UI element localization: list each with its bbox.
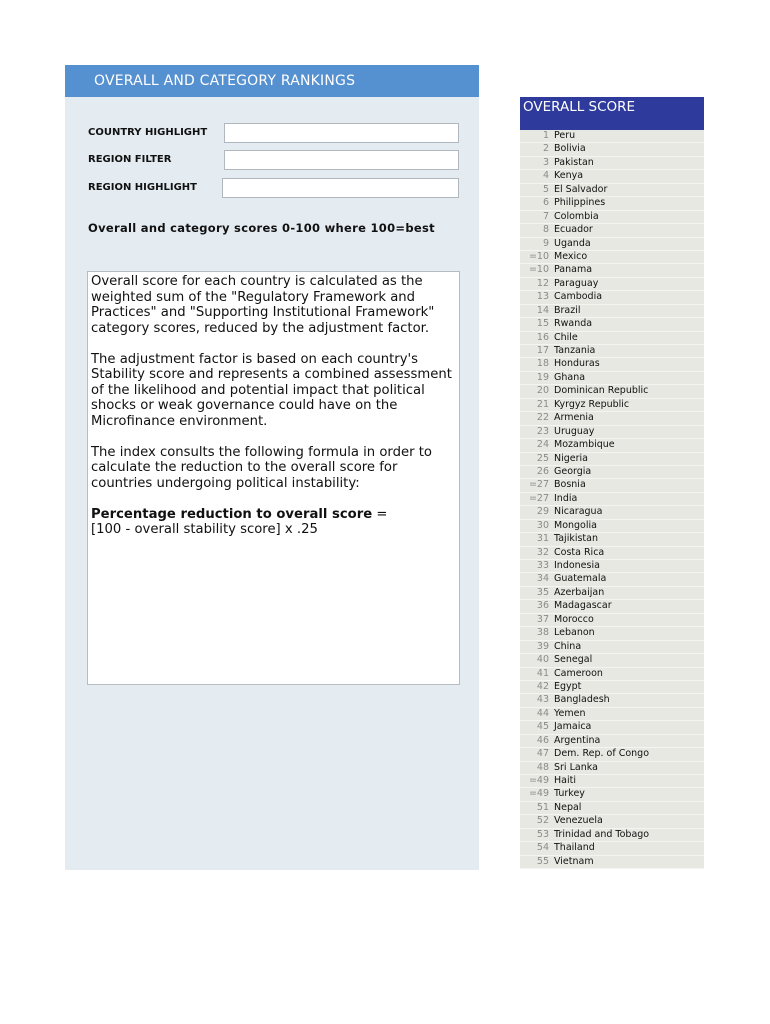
- ranking-row[interactable]: [520, 385, 704, 398]
- rank-number: 51: [536, 801, 549, 813]
- rank-number: 32: [536, 546, 549, 558]
- rank-country-name: Philippines: [554, 197, 606, 209]
- rank-number: 15: [536, 318, 549, 330]
- rank-country-name: Mongolia: [554, 519, 597, 531]
- rank-number: 34: [536, 573, 549, 585]
- ranking-row[interactable]: [520, 842, 704, 855]
- ranking-row[interactable]: [520, 238, 704, 251]
- rank-country-name: Egypt: [554, 680, 582, 692]
- rank-number: =49: [528, 788, 549, 800]
- rank-country-name: Mozambique: [554, 439, 615, 451]
- ranking-row[interactable]: [520, 762, 704, 775]
- rank-country-name: Sri Lanka: [554, 761, 598, 773]
- rank-number: 54: [536, 842, 549, 854]
- rank-country-name: Dominican Republic: [554, 385, 649, 397]
- rank-number: 31: [536, 533, 549, 545]
- ranking-row[interactable]: [520, 641, 704, 654]
- ranking-row[interactable]: [520, 533, 704, 546]
- rank-number: 4: [542, 170, 549, 182]
- ranking-row[interactable]: [520, 358, 704, 371]
- region-highlight-label: REGION HIGHLIGHT: [88, 182, 197, 193]
- ranking-row[interactable]: [520, 788, 704, 801]
- ranking-row[interactable]: [520, 506, 704, 519]
- methodology-paragraph-1: Overall score for each country is calculated as the weighted sum of the "Regulatory Framework and Practices" and "Supporting Institutional Framework" category scores, reduced by the adjustment factor.: [91, 274, 435, 336]
- rank-country-name: Pakistan: [554, 156, 594, 168]
- formula-expression: [100 - overall stability score] x .25: [91, 522, 318, 537]
- rank-number: 1: [542, 130, 549, 141]
- ranking-row[interactable]: [520, 453, 704, 466]
- ranking-row[interactable]: [520, 600, 704, 613]
- rank-number: 37: [536, 613, 549, 625]
- ranking-row[interactable]: [520, 493, 704, 506]
- rank-country-name: Azerbaijan: [554, 586, 605, 598]
- ranking-row[interactable]: [520, 708, 704, 721]
- ranking-row[interactable]: [520, 681, 704, 694]
- methodology-paragraph-2: The adjustment factor is based on each country's Stability score and represents a combined assessment of the likelihood and potential impact that political shocks or weak governance could have on the Microfinance environment.: [91, 351, 452, 429]
- ranking-row[interactable]: [520, 479, 704, 492]
- rank-number: 8: [542, 224, 549, 236]
- rank-country-name: Mexico: [554, 250, 588, 262]
- rank-number: 55: [536, 855, 549, 867]
- rank-number: 16: [536, 331, 549, 343]
- rank-number: 33: [536, 560, 549, 571]
- rank-country-name: Tajikistan: [554, 533, 598, 545]
- rank-country-name: Paraguay: [554, 277, 599, 289]
- ranking-row[interactable]: [520, 748, 704, 761]
- ranking-row[interactable]: [520, 694, 704, 707]
- region-filter-label: REGION FILTER: [88, 154, 172, 165]
- rank-country-name: Honduras: [554, 358, 600, 370]
- ranking-row[interactable]: [520, 184, 704, 197]
- rank-number: =10: [528, 250, 549, 262]
- rank-number: 9: [542, 237, 549, 249]
- rank-country-name: Nepal: [554, 801, 582, 813]
- rank-number: =27: [528, 492, 549, 504]
- ranking-row[interactable]: [520, 278, 704, 291]
- rank-number: 25: [536, 452, 549, 464]
- ranking-row[interactable]: [520, 157, 704, 170]
- rank-number: 2: [542, 143, 549, 155]
- country-highlight-input[interactable]: [224, 123, 459, 143]
- ranking-row[interactable]: [520, 668, 704, 681]
- ranking-row[interactable]: [520, 802, 704, 815]
- country-highlight-row: [88, 123, 460, 145]
- rank-country-name: Armenia: [554, 412, 594, 424]
- ranking-row[interactable]: [520, 291, 704, 304]
- rank-country-name: Kenya: [554, 170, 584, 182]
- rank-number: 5: [542, 183, 549, 195]
- ranking-row[interactable]: [520, 426, 704, 439]
- ranking-row[interactable]: [520, 130, 704, 143]
- rank-number: 52: [536, 815, 549, 827]
- rank-country-name: Venezuela: [554, 815, 603, 827]
- ranking-row[interactable]: [520, 856, 704, 869]
- panel-title: OVERALL AND CATEGORY RANKINGS: [65, 65, 479, 97]
- ranking-row[interactable]: [520, 439, 704, 452]
- formula-line: [91, 507, 457, 523]
- rank-number: 22: [536, 412, 549, 424]
- rank-country-name: Guatemala: [554, 573, 607, 585]
- rank-country-name: Brazil: [554, 304, 581, 316]
- ranking-row[interactable]: [520, 318, 704, 331]
- rank-number: 41: [536, 667, 549, 679]
- rank-country-name: El Salvador: [554, 183, 608, 195]
- ranking-row[interactable]: [520, 735, 704, 748]
- rank-country-name: Vietnam: [554, 855, 594, 867]
- ranking-row[interactable]: [520, 372, 704, 385]
- rank-number: 29: [536, 506, 549, 518]
- rank-country-name: India: [554, 492, 578, 504]
- rank-number: 46: [536, 734, 549, 746]
- ranking-row[interactable]: [520, 520, 704, 533]
- overall-score-title: OVERALL SCORE: [520, 97, 704, 130]
- rank-number: 53: [536, 828, 549, 840]
- rank-country-name: Dem. Rep. of Congo: [554, 748, 650, 760]
- rank-country-name: Nicaragua: [554, 506, 603, 518]
- ranking-row[interactable]: [520, 775, 704, 788]
- ranking-row[interactable]: [520, 587, 704, 600]
- rank-country-name: Bolivia: [554, 143, 586, 155]
- rank-country-name: Ecuador: [554, 224, 593, 236]
- rank-country-name: Uruguay: [554, 425, 595, 437]
- rank-country-name: Rwanda: [554, 318, 593, 330]
- rank-number: 43: [536, 694, 549, 706]
- formula-equals: =: [372, 506, 388, 522]
- ranking-row[interactable]: [520, 143, 704, 156]
- rank-country-name: Ghana: [554, 371, 586, 383]
- rank-number: =27: [528, 479, 549, 491]
- ranking-row[interactable]: [520, 224, 704, 237]
- methodology-paragraph-3: The index consults the following formula in order to calculate the reduction to the overall score for countries undergoing political instability:: [91, 444, 432, 491]
- rank-country-name: Trinidad and Tobago: [554, 828, 650, 840]
- rank-number: 36: [536, 600, 549, 612]
- rank-number: 42: [536, 680, 549, 692]
- rank-country-name: Kyrgyz Republic: [554, 398, 630, 410]
- formula-label: Percentage reduction to overall score: [91, 506, 373, 522]
- rank-number: 45: [536, 721, 549, 733]
- rank-number: 38: [536, 627, 549, 639]
- rank-number: 35: [536, 586, 549, 598]
- rank-number: 24: [536, 439, 549, 451]
- rank-country-name: Lebanon: [554, 627, 595, 639]
- rank-number: 40: [536, 654, 549, 666]
- rank-country-name: Thailand: [554, 842, 595, 854]
- ranking-row[interactable]: [520, 251, 704, 264]
- rank-number: 14: [536, 304, 549, 316]
- rank-country-name: Argentina: [554, 734, 601, 746]
- rank-number: 20: [536, 385, 549, 397]
- rank-number: 7: [542, 210, 549, 222]
- rank-country-name: China: [554, 640, 582, 652]
- rank-country-name: Georgia: [554, 465, 592, 477]
- ranking-row[interactable]: [520, 560, 704, 573]
- rank-country-name: Bangladesh: [554, 694, 610, 706]
- ranking-row[interactable]: [520, 264, 704, 277]
- rank-country-name: Cameroon: [554, 667, 603, 679]
- region-filter-input[interactable]: [224, 150, 459, 170]
- rank-number: 30: [536, 519, 549, 531]
- rank-number: 18: [536, 358, 549, 370]
- rank-number: 17: [536, 345, 549, 356]
- rank-country-name: Haiti: [554, 775, 576, 786]
- rank-country-name: Bosnia: [554, 479, 586, 491]
- ranking-row[interactable]: [520, 345, 704, 358]
- rank-country-name: Madagascar: [554, 600, 612, 612]
- rank-country-name: Colombia: [554, 210, 599, 222]
- region-highlight-input[interactable]: [222, 178, 459, 198]
- scores-scale-note: Overall and category scores 0-100 where 100=best: [88, 221, 435, 235]
- ranking-row[interactable]: [520, 573, 704, 586]
- ranking-row[interactable]: [520, 399, 704, 412]
- rank-country-name: Tanzania: [554, 345, 596, 356]
- rank-country-name: Panama: [554, 264, 593, 276]
- rank-country-name: Nigeria: [554, 452, 588, 464]
- rank-country-name: Senegal: [554, 654, 593, 666]
- ranking-row[interactable]: [520, 412, 704, 425]
- rank-country-name: Chile: [554, 331, 578, 343]
- rank-number: 48: [536, 761, 549, 773]
- rank-number: 6: [542, 197, 549, 209]
- rank-number: 13: [536, 291, 549, 303]
- rank-country-name: Cambodia: [554, 291, 603, 303]
- ranking-row[interactable]: [520, 332, 704, 345]
- ranking-row[interactable]: [520, 829, 704, 842]
- ranking-row[interactable]: [520, 466, 704, 479]
- rank-country-name: Yemen: [554, 707, 586, 719]
- ranking-row[interactable]: [520, 614, 704, 627]
- rank-country-name: Peru: [554, 130, 576, 141]
- rank-number: 39: [536, 640, 549, 652]
- rank-country-name: Uganda: [554, 237, 591, 249]
- rank-country-name: Jamaica: [554, 721, 592, 733]
- rank-number: 26: [536, 465, 549, 477]
- rank-country-name: Indonesia: [554, 560, 600, 571]
- rank-number: =10: [528, 264, 549, 276]
- rank-country-name: Costa Rica: [554, 546, 605, 558]
- methodology-textbox: [87, 271, 460, 685]
- rank-number: 47: [536, 748, 549, 760]
- rank-number: 23: [536, 425, 549, 437]
- country-highlight-label: COUNTRY HIGHLIGHT: [88, 127, 208, 138]
- ranking-row[interactable]: [520, 547, 704, 560]
- rank-country-name: Morocco: [554, 613, 594, 625]
- rank-number: 44: [536, 707, 549, 719]
- rank-number: 19: [536, 371, 549, 383]
- ranking-row[interactable]: [520, 627, 704, 640]
- region-highlight-row: [88, 178, 460, 200]
- ranking-row[interactable]: [520, 197, 704, 210]
- rank-number: 21: [536, 398, 549, 410]
- ranking-row[interactable]: [520, 305, 704, 318]
- ranking-row[interactable]: [520, 815, 704, 828]
- rank-number: =49: [528, 775, 549, 786]
- ranking-row[interactable]: [520, 654, 704, 667]
- rank-number: 3: [542, 156, 549, 168]
- region-filter-row: [88, 150, 460, 172]
- rank-country-name: Turkey: [554, 788, 585, 800]
- overall-score-panel: [520, 97, 704, 867]
- ranking-row[interactable]: [520, 170, 704, 183]
- rank-number: 12: [536, 277, 549, 289]
- rankings-panel: [65, 65, 479, 870]
- ranking-row[interactable]: [520, 211, 704, 224]
- overall-score-list: [520, 130, 704, 869]
- ranking-row[interactable]: [520, 721, 704, 734]
